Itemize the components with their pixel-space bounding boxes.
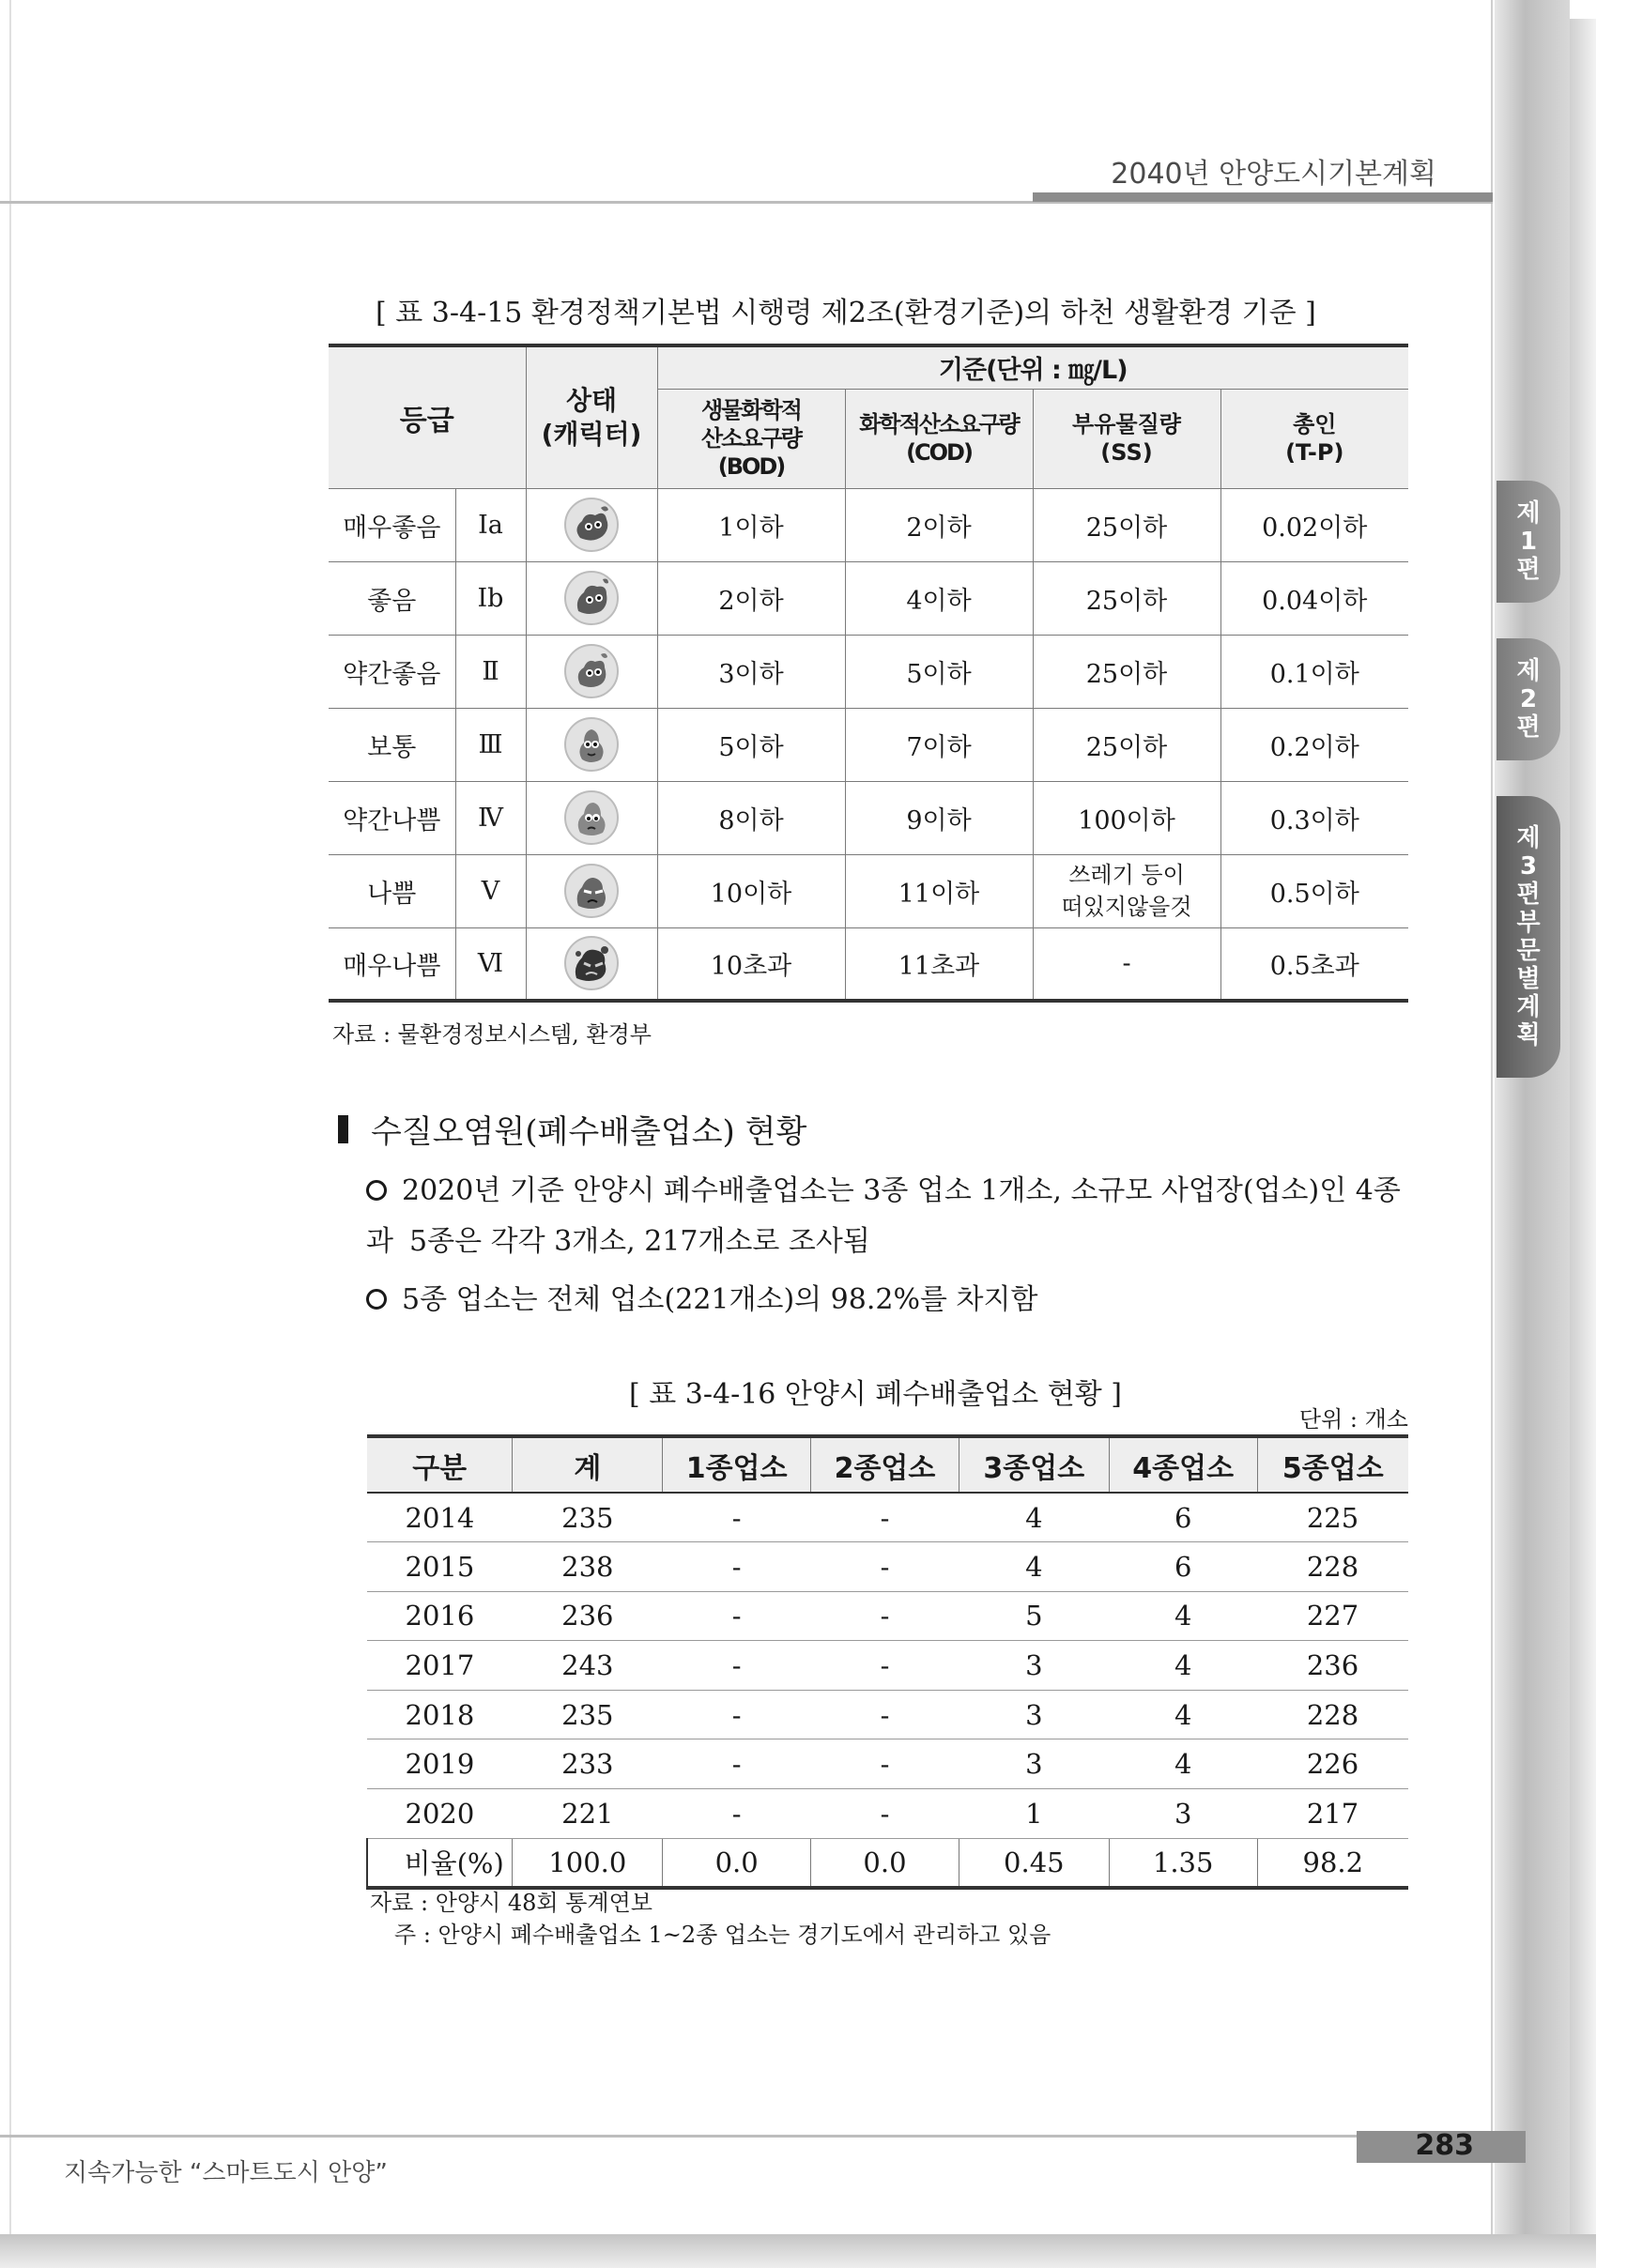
total-cell: 243 xyxy=(513,1641,663,1691)
bod-cell: 5이하 xyxy=(657,708,845,781)
cod-cell: 5이하 xyxy=(845,635,1033,708)
total-cell: 233 xyxy=(513,1739,663,1789)
type4-cell: 4 xyxy=(1109,1641,1257,1691)
table-row xyxy=(329,635,1408,708)
footer-slogan: 지속가능한 “스마트도시 안양” xyxy=(64,2159,388,2187)
type4-cell: 4 xyxy=(1109,1739,1257,1789)
table-row xyxy=(329,927,1408,1001)
tp-cell: 0.04이하 xyxy=(1220,561,1408,635)
water-character-icon xyxy=(526,781,657,854)
state-header: 상태 (캐릭터) xyxy=(526,345,657,488)
table-row xyxy=(329,708,1408,781)
type1-cell: - xyxy=(663,1690,811,1739)
total-cell: 235 xyxy=(513,1493,663,1542)
cod-cell: 4이하 xyxy=(845,561,1033,635)
section-marker-icon xyxy=(338,1115,348,1143)
year-cell: 2017 xyxy=(367,1641,513,1691)
type4-cell: 4 xyxy=(1109,1690,1257,1739)
ss-cell: 25이하 xyxy=(1033,635,1220,708)
water-character-icon xyxy=(526,927,657,1001)
column-header: 계 xyxy=(513,1436,663,1493)
type1-cell: - xyxy=(663,1641,811,1691)
tp-header: 총인 (T-P) xyxy=(1220,389,1408,488)
side-tab-part1[interactable] xyxy=(1497,481,1560,603)
code-cell: Ⅰb xyxy=(455,561,526,635)
bod-header: 생물화학적 산소요구량 (BOD) xyxy=(657,389,845,488)
water-character-icon xyxy=(526,635,657,708)
type1-cell: - xyxy=(663,1542,811,1592)
table-row xyxy=(367,1591,1408,1641)
table2-note: 주 : 안양시 폐수배출업소 1~2종 업소는 경기도에서 관리하고 있음 xyxy=(394,1922,1051,1948)
type5-cell: 236 xyxy=(1257,1641,1408,1691)
year-cell: 2018 xyxy=(367,1690,513,1739)
type4-cell: 4 xyxy=(1109,1591,1257,1641)
ratio-type2-cell: 0.0 xyxy=(811,1838,959,1888)
code-cell: Ⅳ xyxy=(455,781,526,854)
water-character-icon xyxy=(526,561,657,635)
type2-cell: - xyxy=(811,1690,959,1739)
table-row xyxy=(329,561,1408,635)
table-row xyxy=(329,488,1408,561)
table-row xyxy=(367,1542,1408,1592)
ss-cell: - xyxy=(1033,927,1220,1001)
grade-cell: 약간좋음 xyxy=(329,635,455,708)
year-cell: 2014 xyxy=(367,1493,513,1542)
table2-source: 자료 : 안양시 48회 통계연보 xyxy=(370,1890,652,1916)
ss-header: 부유물질량 (SS) xyxy=(1033,389,1220,488)
type3-cell: 1 xyxy=(959,1789,1109,1839)
type5-cell: 227 xyxy=(1257,1591,1408,1641)
total-cell: 236 xyxy=(513,1591,663,1641)
total-cell: 235 xyxy=(513,1690,663,1739)
type4-cell: 3 xyxy=(1109,1789,1257,1839)
type3-cell: 5 xyxy=(959,1591,1109,1641)
code-cell: Ⅵ xyxy=(455,927,526,1001)
type1-cell: - xyxy=(663,1591,811,1641)
tp-cell: 0.02이하 xyxy=(1220,488,1408,561)
type5-cell: 225 xyxy=(1257,1493,1408,1542)
table2-caption: [ 표 3-4-16 안양시 폐수배출업소 현황 ] xyxy=(629,1378,1123,1411)
grade-cell: 좋음 xyxy=(329,561,455,635)
page-shadow-right xyxy=(1495,0,1570,2244)
column-header: 5종업소 xyxy=(1257,1436,1408,1493)
total-cell: 238 xyxy=(513,1542,663,1592)
total-cell: 221 xyxy=(513,1789,663,1839)
grade-cell: 매우나쁨 xyxy=(329,927,455,1001)
bullet-1-text: 2020년 기준 안양시 폐수배출업소는 3종 업소 1개소, 소규모 사업장(업소)인 4종과 xyxy=(366,1174,1401,1258)
side-tab-part2[interactable] xyxy=(1497,638,1560,760)
table-row xyxy=(367,1739,1408,1789)
column-header: 4종업소 xyxy=(1109,1436,1257,1493)
cod-header: 화학적산소요구량 (COD) xyxy=(845,389,1033,488)
table-row xyxy=(367,1690,1408,1739)
cod-cell: 11초과 xyxy=(845,927,1033,1001)
bod-cell: 1이하 xyxy=(657,488,845,561)
tp-cell: 0.3이하 xyxy=(1220,781,1408,854)
tp-cell: 0.5초과 xyxy=(1220,927,1408,1001)
standard-header: 기준(단위 : ㎎/L) xyxy=(657,345,1408,389)
year-cell: 2015 xyxy=(367,1542,513,1592)
water-character-icon xyxy=(526,488,657,561)
type5-cell: 228 xyxy=(1257,1690,1408,1739)
type5-cell: 226 xyxy=(1257,1739,1408,1789)
type4-cell: 6 xyxy=(1109,1542,1257,1592)
tp-cell: 0.5이하 xyxy=(1220,854,1408,927)
column-header: 2종업소 xyxy=(811,1436,959,1493)
type3-cell: 4 xyxy=(959,1493,1109,1542)
bod-cell: 10이하 xyxy=(657,854,845,927)
code-cell: Ⅱ xyxy=(455,635,526,708)
type2-cell: - xyxy=(811,1542,959,1592)
year-cell: 2019 xyxy=(367,1739,513,1789)
table-row xyxy=(367,1789,1408,1839)
year-cell: 2020 xyxy=(367,1789,513,1839)
grade-cell: 나쁨 xyxy=(329,854,455,927)
code-cell: Ⅴ xyxy=(455,854,526,927)
table-row xyxy=(367,1641,1408,1691)
type5-cell: 217 xyxy=(1257,1789,1408,1839)
section-heading xyxy=(338,1106,806,1152)
ratio-type5-cell: 98.2 xyxy=(1257,1838,1408,1888)
bod-cell: 8이하 xyxy=(657,781,845,854)
bod-cell: 3이하 xyxy=(657,635,845,708)
cod-cell: 9이하 xyxy=(845,781,1033,854)
side-tab-label: 제2편 xyxy=(1516,657,1541,742)
ratio-total-cell: 100.0 xyxy=(513,1838,663,1888)
type4-cell: 6 xyxy=(1109,1493,1257,1542)
code-cell: Ⅰa xyxy=(455,488,526,561)
wastewater-facility-table xyxy=(366,1434,1408,1890)
cod-cell: 2이하 xyxy=(845,488,1033,561)
type5-cell: 228 xyxy=(1257,1542,1408,1592)
grade-cell: 보통 xyxy=(329,708,455,781)
type3-cell: 4 xyxy=(959,1542,1109,1592)
header-rule-thick xyxy=(1033,192,1493,202)
table-row xyxy=(329,854,1408,927)
ratio-type3-cell: 0.45 xyxy=(959,1838,1109,1888)
page-shadow-bottom xyxy=(0,2234,1596,2268)
table-row xyxy=(367,1493,1408,1542)
column-header: 구분 xyxy=(367,1436,513,1493)
ratio-type4-cell: 1.35 xyxy=(1109,1838,1257,1888)
type3-cell: 3 xyxy=(959,1690,1109,1739)
page-left-edge xyxy=(0,0,11,2234)
cod-cell: 7이하 xyxy=(845,708,1033,781)
ss-cell: 25이하 xyxy=(1033,561,1220,635)
section-heading-text: 수질오염원(폐수배출업소) 현황 xyxy=(371,1113,807,1151)
ss-cell: 25이하 xyxy=(1033,488,1220,561)
table1-source: 자료 : 물환경정보시스템, 환경부 xyxy=(332,1021,652,1048)
code-cell: Ⅲ xyxy=(455,708,526,781)
tp-cell: 0.2이하 xyxy=(1220,708,1408,781)
type2-cell: - xyxy=(811,1641,959,1691)
circle-bullet-icon xyxy=(366,1180,387,1201)
type3-cell: 3 xyxy=(959,1641,1109,1691)
cod-cell: 11이하 xyxy=(845,854,1033,927)
page-shadow-edge xyxy=(1570,19,1596,2253)
circle-bullet-icon xyxy=(366,1289,387,1310)
side-tab-part3[interactable] xyxy=(1497,796,1560,1078)
bullet-1-continued: 5종은 각각 3개소, 217개소로 조사됨 xyxy=(409,1225,870,1258)
column-header: 3종업소 xyxy=(959,1436,1109,1493)
table-row-ratio xyxy=(367,1838,1408,1888)
side-tab-label: 제1편 xyxy=(1516,499,1541,584)
type2-cell: - xyxy=(811,1591,959,1641)
side-tab-label: 제3편부문별계획 xyxy=(1516,824,1541,1050)
bod-cell: 10초과 xyxy=(657,927,845,1001)
type1-cell: - xyxy=(663,1493,811,1542)
bod-cell: 2이하 xyxy=(657,561,845,635)
grade-cell: 약간나쁨 xyxy=(329,781,455,854)
ratio-label: 비율(%) xyxy=(367,1838,513,1888)
ss-cell: 100이하 xyxy=(1033,781,1220,854)
type2-cell: - xyxy=(811,1739,959,1789)
header-title: 2040년 안양도시기본계획 xyxy=(1111,158,1436,191)
footer-rule xyxy=(0,2135,1357,2138)
ratio-type1-cell: 0.0 xyxy=(663,1838,811,1888)
water-character-icon xyxy=(526,708,657,781)
grade-header: 등급 xyxy=(329,345,526,488)
table1-caption: [ 표 3-4-15 환경정책기본법 시행령 제2조(환경기준)의 하천 생활환경 기준 ] xyxy=(376,297,1316,329)
type2-cell: - xyxy=(811,1789,959,1839)
river-standard-table xyxy=(329,344,1408,1003)
column-header: 1종업소 xyxy=(663,1436,811,1493)
type2-cell: - xyxy=(811,1493,959,1542)
bullet-2 xyxy=(366,1275,1408,1326)
grade-cell: 매우좋음 xyxy=(329,488,455,561)
bullet-2-text: 5종 업소는 전체 업소(221개소)의 98.2%를 차지함 xyxy=(402,1283,1038,1316)
tp-cell: 0.1이하 xyxy=(1220,635,1408,708)
table2-unit: 단위 : 개소 xyxy=(1298,1406,1408,1433)
type3-cell: 3 xyxy=(959,1739,1109,1789)
year-cell: 2016 xyxy=(367,1591,513,1641)
type1-cell: - xyxy=(663,1739,811,1789)
page-number: 283 xyxy=(1415,2129,1474,2162)
type1-cell: - xyxy=(663,1789,811,1839)
table-row xyxy=(329,781,1408,854)
ss-cell: 25이하 xyxy=(1033,708,1220,781)
water-character-icon xyxy=(526,854,657,927)
ss-cell: 쓰레기 등이 떠있지않을것 xyxy=(1033,854,1220,927)
